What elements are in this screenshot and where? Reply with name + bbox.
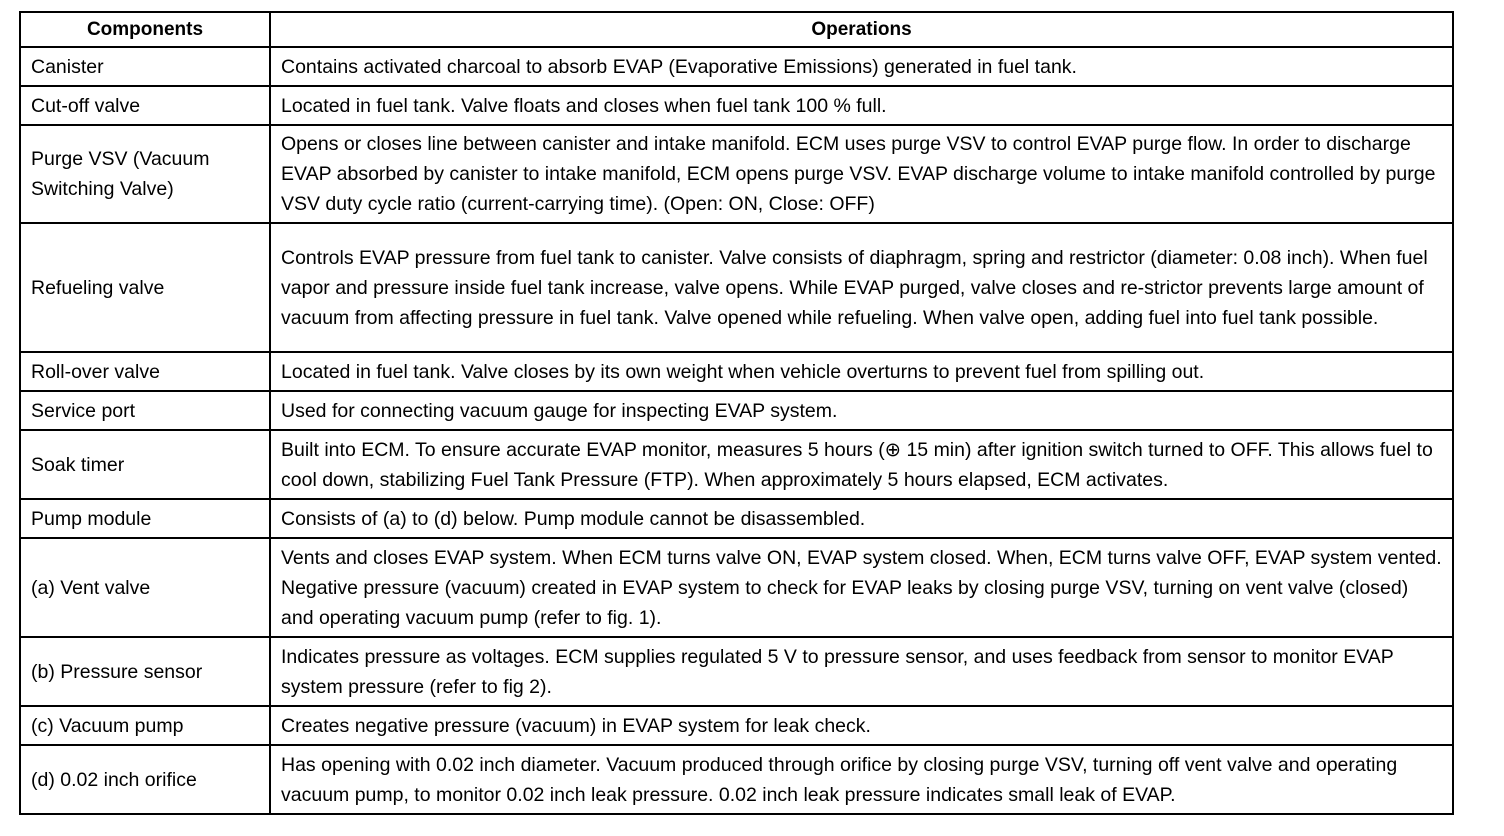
table-row	[20, 352, 1453, 391]
table-row	[20, 125, 1453, 223]
table-row	[20, 47, 1453, 86]
table-row	[20, 538, 1453, 637]
operation-cell: Built into ECM. To ensure accurate EVAP monitor, measures 5 hours (⊕ 15 min) after ignition switch turned to OFF. This allows fuel to cool down, stabilizing Fuel Tank Pressure (FTP). When approximately 5 hours elapsed, ECM activates.	[270, 430, 1453, 499]
operation-cell: Located in fuel tank. Valve floats and closes when fuel tank 100 % full.	[270, 86, 1453, 125]
header-components: Components	[20, 12, 270, 47]
component-cell: Pump module	[20, 499, 270, 538]
table-header-row	[20, 12, 1453, 47]
operation-cell: Located in fuel tank. Valve closes by its own weight when vehicle overturns to prevent fuel from spilling out.	[270, 352, 1453, 391]
table-row	[20, 223, 1453, 352]
component-cell: (a) Vent valve	[20, 538, 270, 637]
operation-cell: Opens or closes line between canister and intake manifold. ECM uses purge VSV to control EVAP purge flow. In order to discharge EVAP absorbed by canister to intake manifold, ECM opens purge VSV. EVAP discharge volume to intake manifold controlled by purge VSV duty cycle ratio (current-carrying time). (Open: ON, Close: OFF)	[270, 125, 1453, 223]
table-row	[20, 430, 1453, 499]
component-cell: Canister	[20, 47, 270, 86]
operation-cell: Creates negative pressure (vacuum) in EVAP system for leak check.	[270, 706, 1453, 745]
component-cell: (d) 0.02 inch orifice	[20, 745, 270, 814]
component-cell: Cut-off valve	[20, 86, 270, 125]
operation-cell: Used for connecting vacuum gauge for inspecting EVAP system.	[270, 391, 1453, 430]
component-cell: Purge VSV (Vacuum Switching Valve)	[20, 125, 270, 223]
operation-cell: Has opening with 0.02 inch diameter. Vacuum produced through orifice by closing purge VSV, turning off vent valve and operating vacuum pump, to monitor 0.02 inch leak pressure. 0.02 inch leak pressure indicates small leak of EVAP.	[270, 745, 1453, 814]
table-row	[20, 637, 1453, 706]
component-cell: (b) Pressure sensor	[20, 637, 270, 706]
table-row	[20, 499, 1453, 538]
evap-components-table	[19, 11, 1454, 815]
table-row	[20, 391, 1453, 430]
operation-cell: Consists of (a) to (d) below. Pump module cannot be disassembled.	[270, 499, 1453, 538]
component-cell: Service port	[20, 391, 270, 430]
table-row	[20, 706, 1453, 745]
operation-cell: Vents and closes EVAP system. When ECM turns valve ON, EVAP system closed. When, ECM turns valve OFF, EVAP system vented. Negative pressure (vacuum) created in EVAP system to check for EVAP leaks by closing purge VSV, turning on vent valve (closed) and operating vacuum pump (refer to fig. 1).	[270, 538, 1453, 637]
table-row	[20, 86, 1453, 125]
operation-cell: Indicates pressure as voltages. ECM supplies regulated 5 V to pressure sensor, and uses feedback from sensor to monitor EVAP system pressure (refer to fig 2).	[270, 637, 1453, 706]
component-cell: Soak timer	[20, 430, 270, 499]
operation-cell: Contains activated charcoal to absorb EVAP (Evaporative Emissions) generated in fuel tank.	[270, 47, 1453, 86]
table-row	[20, 745, 1453, 814]
operation-cell: Controls EVAP pressure from fuel tank to canister. Valve consists of diaphragm, spring and restrictor (diameter: 0.08 inch). When fuel vapor and pressure inside fuel tank increase, valve opens. While EVAP purged, valve closes and re-strictor prevents large amount of vacuum from affecting pressure in fuel tank. Valve opened while refueling. When valve open, adding fuel into fuel tank possible.	[270, 223, 1453, 352]
header-operations: Operations	[270, 12, 1453, 47]
component-cell: Refueling valve	[20, 223, 270, 352]
component-cell: Roll-over valve	[20, 352, 270, 391]
evap-components-table-container	[19, 11, 1452, 815]
component-cell: (c) Vacuum pump	[20, 706, 270, 745]
